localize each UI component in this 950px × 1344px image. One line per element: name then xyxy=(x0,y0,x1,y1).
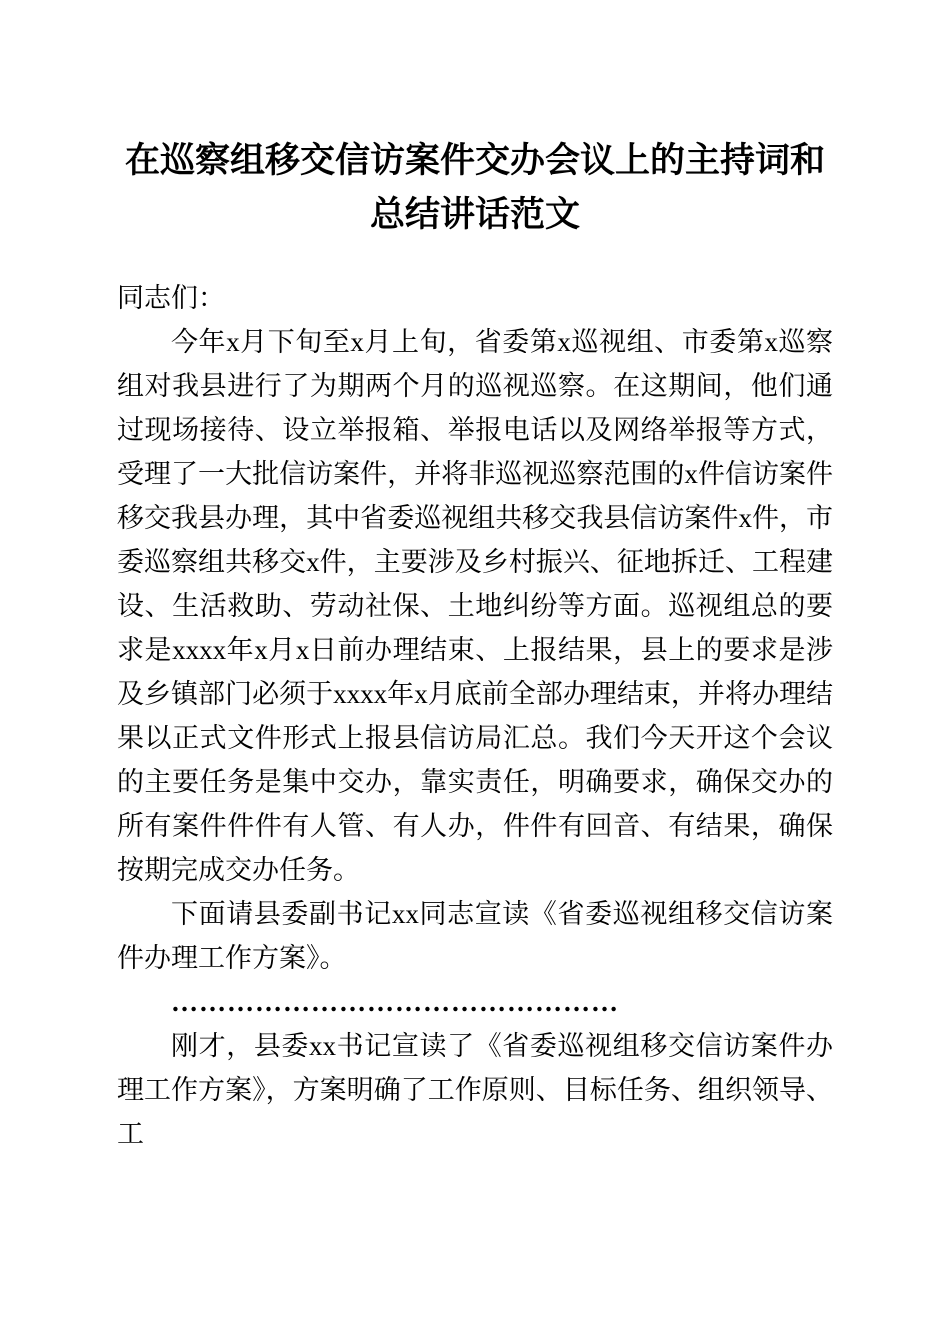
paragraph-salutation: 同志们： xyxy=(117,283,225,313)
paragraph-main-body: 今年x月下旬至x月上旬，省委第x巡视组、市委第x巡察组对我县进行了为期两个月的巡视巡察。在这期间，他们通过现场接待、设立举报箱、举报电话以及网络举报等方式，受理了一大批信访案件，并将非巡视巡察范围的x件信访案件移交我县办理，其中省委巡视组共移交我县信访案件x件，市委巡察组共移交x件，主要涉及乡村振兴、征地拆迁、工程建设、生活救助、劳动社保、土地纠纷等方面。巡视组总的要求是xxxx年x月x日前办理结束、上报结果，县上的要求是涉及乡镇部门必须于xxxx年x月底前全部办理结束，并将办理结果以正式文件形式上报县信访局汇总。我们今天开这个会议的主要任务是集中交办，靠实责任，明确要求，确保交办的所有案件件件有人管、有人办，件件有回音、有结果，确保按期完成交办任务。 xyxy=(117,327,833,885)
ellipsis-separator-line: ………………………………………… xyxy=(171,987,619,1017)
paragraph-summary-cutoff: 刚才，县委xx书记宣读了《省委巡视组移交信访案件办理工作方案》，方案明确了工作原则、目标任务、组织领导、工 xyxy=(117,1031,833,1149)
paragraph-announcement: 下面请县委副书记xx同志宣读《省委巡视组移交信访案件办理工作方案》。 xyxy=(117,899,833,973)
document-title: 在巡察组移交信访案件交办会议上的主持词和总结讲话范文 xyxy=(124,141,825,234)
